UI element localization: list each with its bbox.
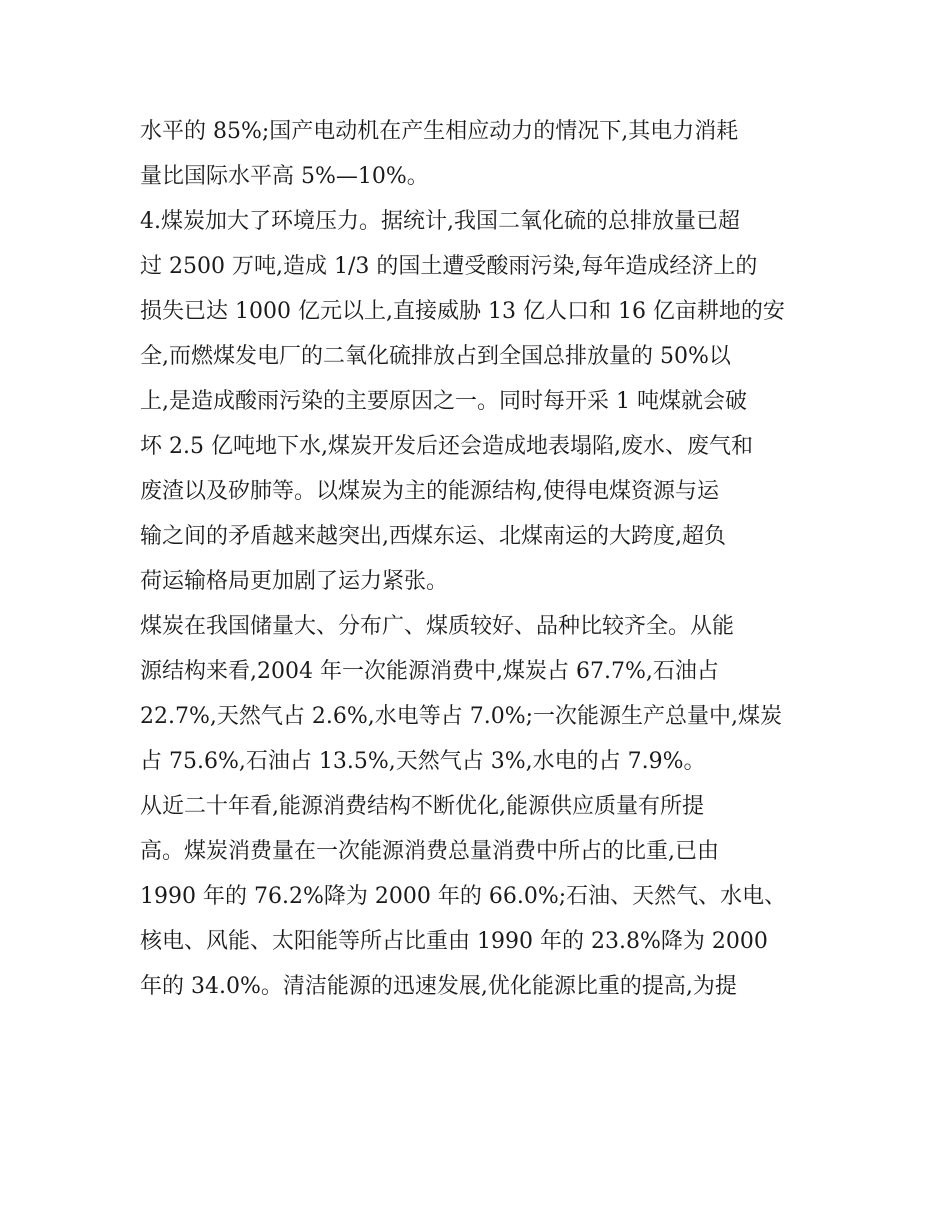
text-line: 损失已达 1000 亿元以上,直接威胁 13 亿人口和 16 亿亩耕地的安 [140, 299, 785, 324]
text-line: 1990 年的 76.2%降为 2000 年的 66.0%;石油、天然气、水电、 [140, 884, 787, 909]
text-line: 4.煤炭加大了环境压力。据统计,我国二氧化硫的总排放量已超 [140, 209, 740, 234]
text-line: 煤炭在我国储量大、分布广、煤质较好、品种比较齐全。从能 [140, 614, 735, 639]
text-line: 占 75.6%,石油占 13.5%,天然气占 3%,水电的占 7.9%。 [140, 749, 706, 774]
text-line: 全,而燃煤发电厂的二氧化硫排放占到全国总排放量的 50%以 [140, 344, 731, 369]
text-line: 年的 34.0%。清洁能源的迅速发展,优化能源比重的提高,为提 [140, 974, 737, 999]
text-line: 过 2500 万吨,造成 1/3 的国土遭受酸雨污染,每年造成经济上的 [140, 254, 758, 279]
text-line: 输之间的矛盾越来越突出,西煤东运、北煤南运的大跨度,超负 [140, 524, 726, 549]
text-line: 核电、风能、太阳能等所占比重由 1990 年的 23.8%降为 2000 [140, 929, 768, 954]
text-line: 上,是造成酸雨污染的主要原因之一。同时每开采 1 吨煤就会破 [140, 389, 747, 414]
text-line: 源结构来看,2004 年一次能源消费中,煤炭占 67.7%,石油占 [140, 659, 719, 684]
text-line: 荷运输格局更加剧了运力紧张。 [140, 569, 449, 594]
text-line: 水平的 85%;国产电动机在产生相应动力的情况下,其电力消耗 [140, 119, 739, 144]
text-line: 废渣以及矽肺等。以煤炭为主的能源结构,使得电煤资源与运 [140, 479, 719, 504]
text-line: 从近二十年看,能源消费结构不断优化,能源供应质量有所提 [140, 794, 704, 819]
text-line: 量比国际水平高 5%—10%。 [140, 164, 429, 189]
document-body [140, 109, 820, 1009]
text-line: 高。煤炭消费量在一次能源消费总量消费中所占的比重,已由 [140, 839, 719, 864]
text-line: 坏 2.5 亿吨地下水,煤炭开发后还会造成地表塌陷,废水、废气和 [140, 434, 753, 459]
text-line: 22.7%,天然气占 2.6%,水电等占 7.0%;一次能源生产总量中,煤炭 [140, 704, 783, 729]
